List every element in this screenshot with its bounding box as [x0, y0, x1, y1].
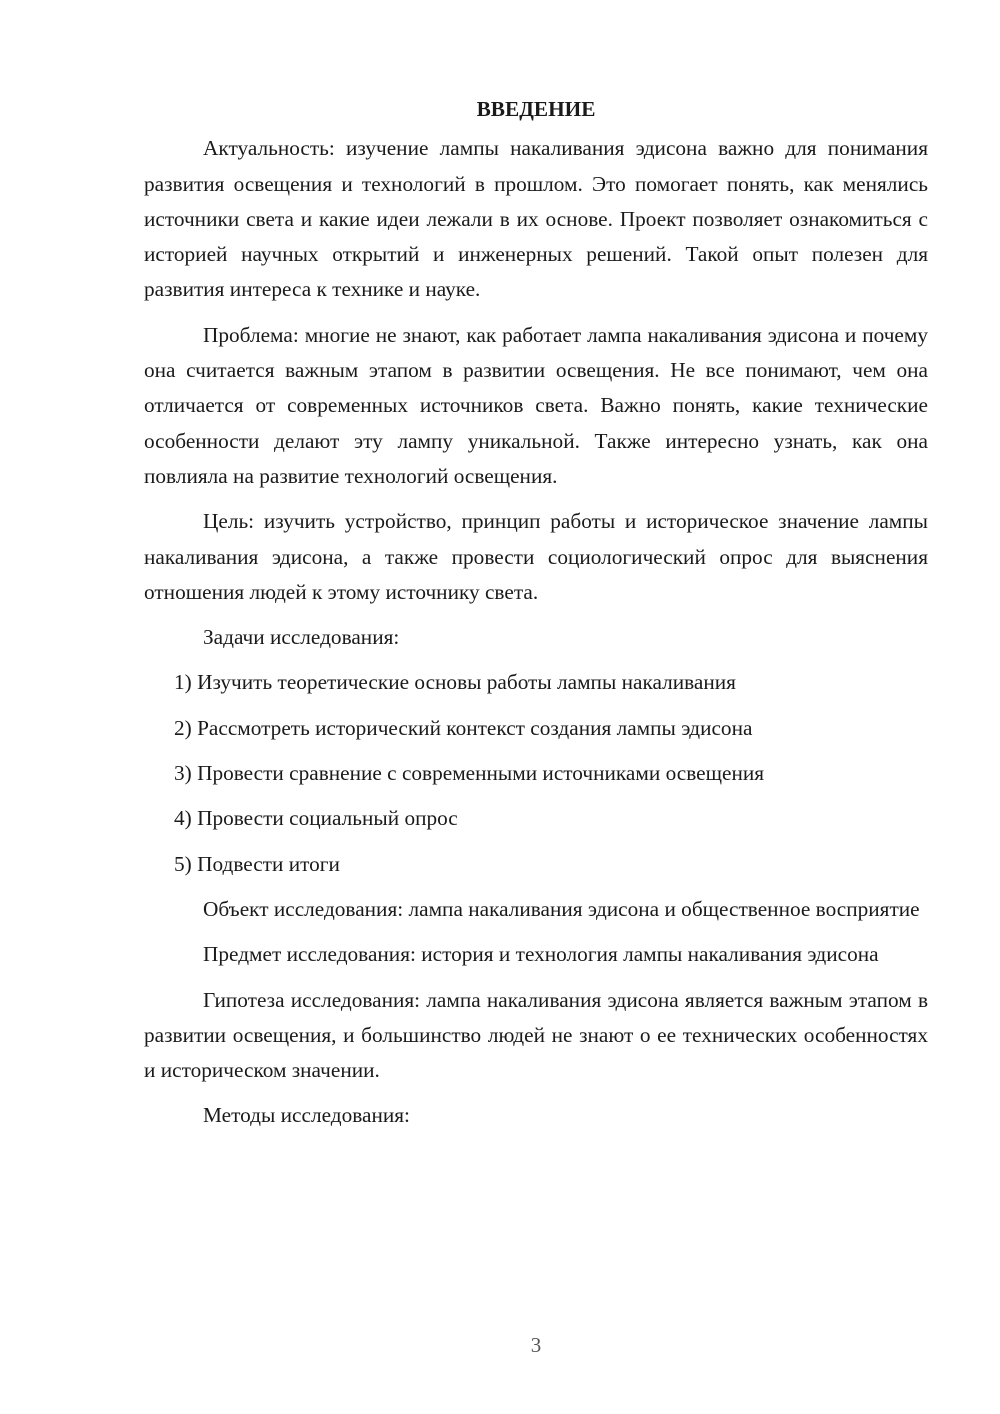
tasks-heading: Задачи исследования: [203, 625, 400, 650]
hypothesis-paragraph: Гипотеза исследования: лампа накаливания эдисона является важным этапом в развитии освещения, и большинство людей не знают о ее технических особенностях и историческом значении. [144, 987, 928, 1083]
task-item: 1) Изучить теоретические основы работы лампы накаливания [174, 670, 736, 695]
page-number: 3 [530, 1333, 542, 1357]
methods-heading: Методы исследования: [203, 1103, 410, 1128]
task-item: 5) Подвести итоги [174, 851, 340, 876]
object-paragraph: Объект исследования: лампа накаливания эдисона и общественное восприятие [203, 896, 920, 921]
task-item: 4) Провести социальный опрос [174, 806, 458, 831]
task-item: 2) Рассмотреть исторический контекст создания лампы эдисона [174, 715, 753, 740]
relevance-paragraph: Актуальность: изучение лампы накаливания эдисона важно для понимания развития освещения и технологий в прошлом. Это помогает понять, как менялись источники света и какие идеи лежали в их основе. Проект позволяет ознакомиться с историей научных открытий и инженерных решений. Такой опыт полезен для развития интереса к технике и науке. [144, 136, 928, 302]
document-page [144, 92, 928, 1144]
task-item: 3) Провести сравнение с современными источниками освещения [174, 761, 765, 786]
subject-paragraph: Предмет исследования: история и технология лампы накаливания эдисона [203, 942, 879, 967]
problem-paragraph: Проблема: многие не знают, как работает лампа накаливания эдисона и почему она считается важным этапом в развитии освещения. Не все понимают, чем она отличается от современных источников света. Важно понять, какие технические особенности делают эту лампу уникальной. Также интересно узнать, как она повлияла на развитие технологий освещения. [144, 322, 928, 488]
tasks-list [144, 665, 928, 881]
section-title: ВВЕДЕНИЕ [476, 97, 596, 121]
goal-paragraph: Цель: изучить устройство, принцип работы и историческое значение лампы накаливания эдисона, а также провести социологический опрос для выяснения отношения людей к этому источнику света. [144, 509, 928, 604]
